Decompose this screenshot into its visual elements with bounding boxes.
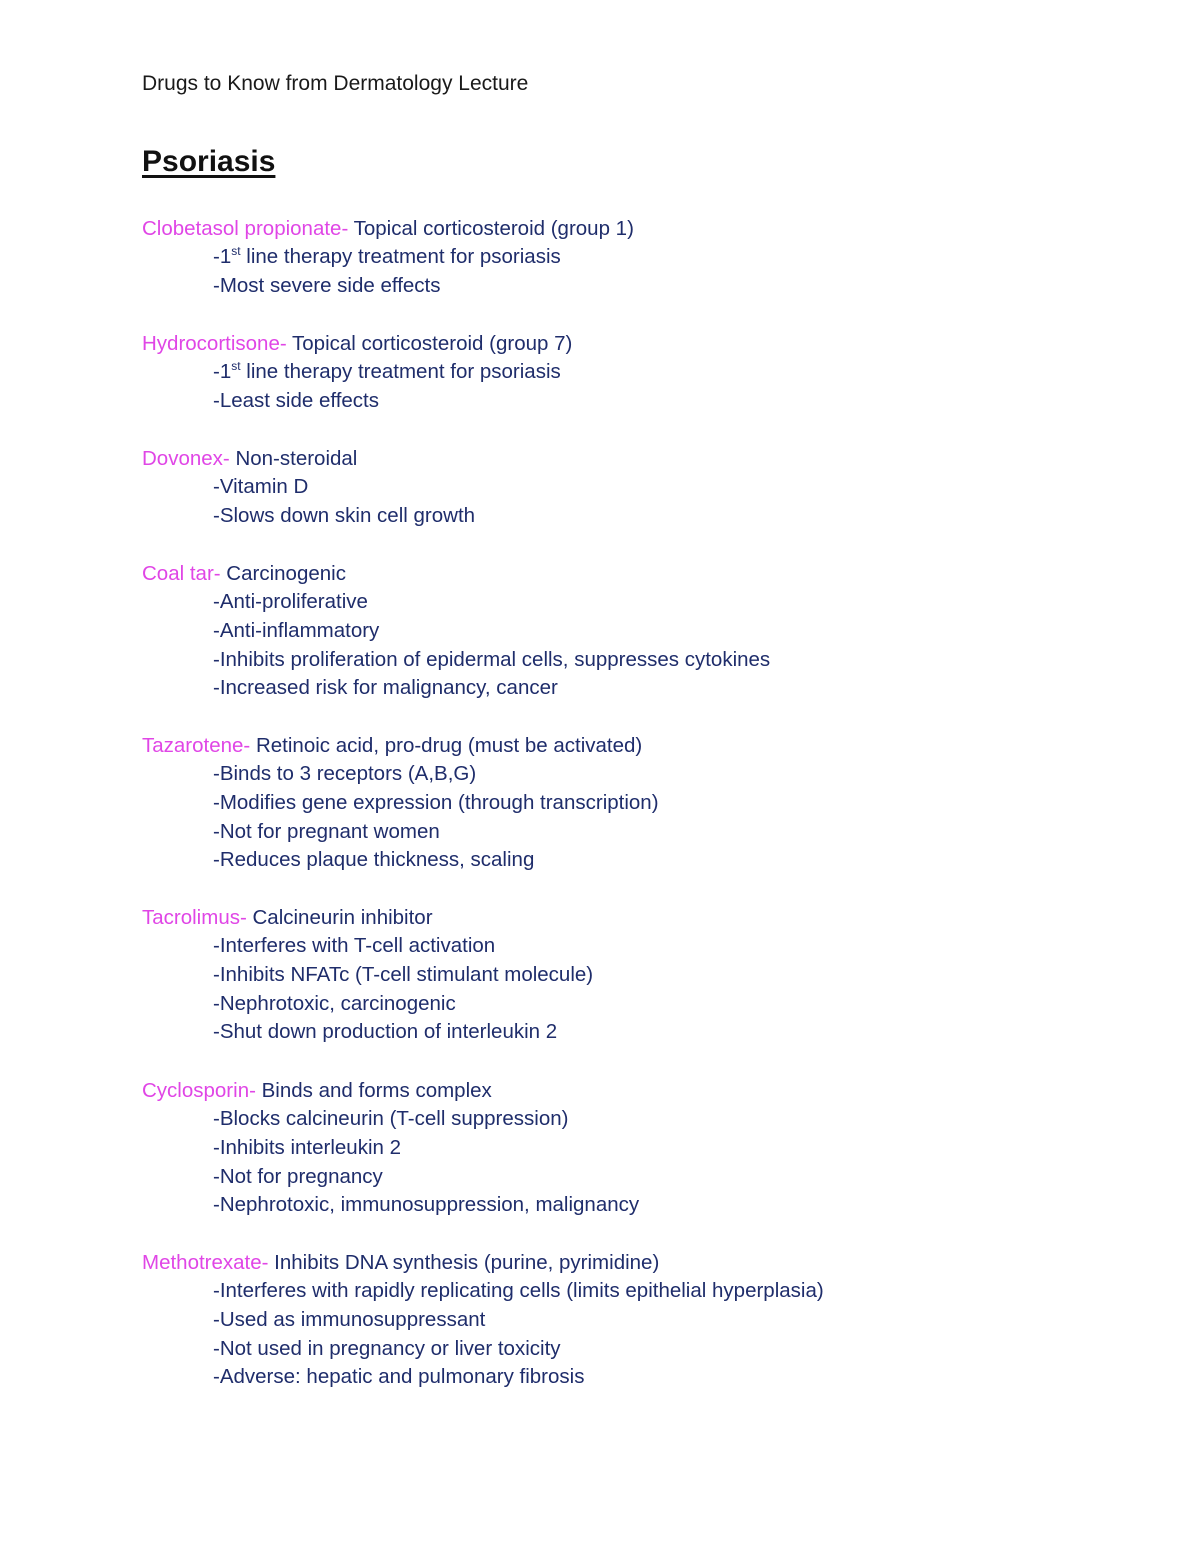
drug-note: -Not for pregnant women <box>213 819 440 843</box>
drug-description: Carcinogenic <box>220 562 346 585</box>
drug-note: -Shut down production of interleukin 2 <box>213 1020 558 1044</box>
drug-header <box>142 214 1142 243</box>
drug-description: Non-steroidal <box>229 447 358 470</box>
drug-note: -Interferes with T-cell activation <box>213 934 496 957</box>
drug-entry-cyclosporin <box>142 1076 1142 1220</box>
drug-note: -Adverse: hepatic and pulmonary fibrosis <box>213 1365 585 1389</box>
drug-description: Retinoic acid, pro-drug (must be activated) <box>250 734 643 757</box>
section-heading: Psoriasis <box>142 145 276 178</box>
drug-name: Coal tar- <box>142 562 221 585</box>
drug-name: Dovonex- <box>142 447 230 470</box>
drug-name: Clobetasol propionate- <box>142 217 349 240</box>
drug-name: Tacrolimus- <box>142 906 247 929</box>
drug-header <box>142 1076 1142 1105</box>
drug-header <box>142 559 1142 588</box>
drug-description: Calcineurin inhibitor <box>246 906 433 929</box>
drug-name: Hydrocortisone- <box>142 332 287 355</box>
drug-description: Binds and forms complex <box>255 1079 492 1102</box>
drug-note: -Nephrotoxic, carcinogenic <box>213 991 456 1015</box>
drug-entry-clobetasol <box>142 214 1142 301</box>
drug-note: -Inhibits NFATc (T-cell stimulant molecule) <box>213 962 594 986</box>
drug-entry-coal-tar <box>142 559 1142 703</box>
drug-description: Topical corticosteroid (group 1) <box>348 217 634 240</box>
drug-name: Methotrexate- <box>142 1251 269 1274</box>
drug-note: -Increased risk for malignancy, cancer <box>213 676 558 700</box>
drug-note: -1st line therapy treatment for psoriasis <box>213 244 561 268</box>
drug-entry-tacrolimus <box>142 903 1142 1047</box>
drug-note: -Nephrotoxic, immunosuppression, malignancy <box>213 1193 640 1217</box>
drug-header <box>142 903 1142 932</box>
drug-entry-hydrocortisone <box>142 329 1142 416</box>
drug-header <box>142 1248 1142 1277</box>
drug-entry-tazarotene <box>142 731 1142 875</box>
drug-note: -Not for pregnancy <box>213 1164 383 1188</box>
drug-note: -1st line therapy treatment for psoriasis <box>213 359 561 383</box>
drug-note: -Inhibits proliferation of epidermal cells, suppresses cytokines <box>213 647 771 671</box>
drug-name: Cyclosporin- <box>142 1079 256 1102</box>
drug-name: Tazarotene- <box>142 734 251 757</box>
drug-note: -Slows down skin cell growth <box>213 503 476 527</box>
drug-note: -Most severe side effects <box>213 273 441 297</box>
drug-note: -Anti-inflammatory <box>213 618 380 642</box>
drug-note: -Vitamin D <box>213 475 309 498</box>
drug-note: -Not used in pregnancy or liver toxicity <box>213 1336 561 1360</box>
drug-entry-dovonex <box>142 444 1142 531</box>
drug-note: -Used as immunosuppressant <box>213 1307 486 1331</box>
drug-note: -Least side effects <box>213 388 379 412</box>
drug-note: -Interferes with rapidly replicating cells (limits epithelial hyperplasia) <box>213 1279 824 1302</box>
drug-entry-methotrexate <box>142 1248 1142 1392</box>
drug-header <box>142 731 1142 760</box>
drug-note: -Inhibits interleukin 2 <box>213 1135 402 1159</box>
drug-description: Inhibits DNA synthesis (purine, pyrimidine) <box>268 1251 660 1274</box>
drug-note: -Anti-proliferative <box>213 590 368 613</box>
drug-header <box>142 329 1142 358</box>
drug-header <box>142 444 1142 473</box>
document-title: Drugs to Know from Dermatology Lecture <box>142 72 529 95</box>
drug-note: -Binds to 3 receptors (A,B,G) <box>213 762 477 785</box>
drug-note: -Blocks calcineurin (T-cell suppression) <box>213 1107 569 1130</box>
drug-note: -Reduces plaque thickness, scaling <box>213 848 535 872</box>
drug-description: Topical corticosteroid (group 7) <box>286 332 573 355</box>
drug-note: -Modifies gene expression (through transcription) <box>213 790 659 814</box>
